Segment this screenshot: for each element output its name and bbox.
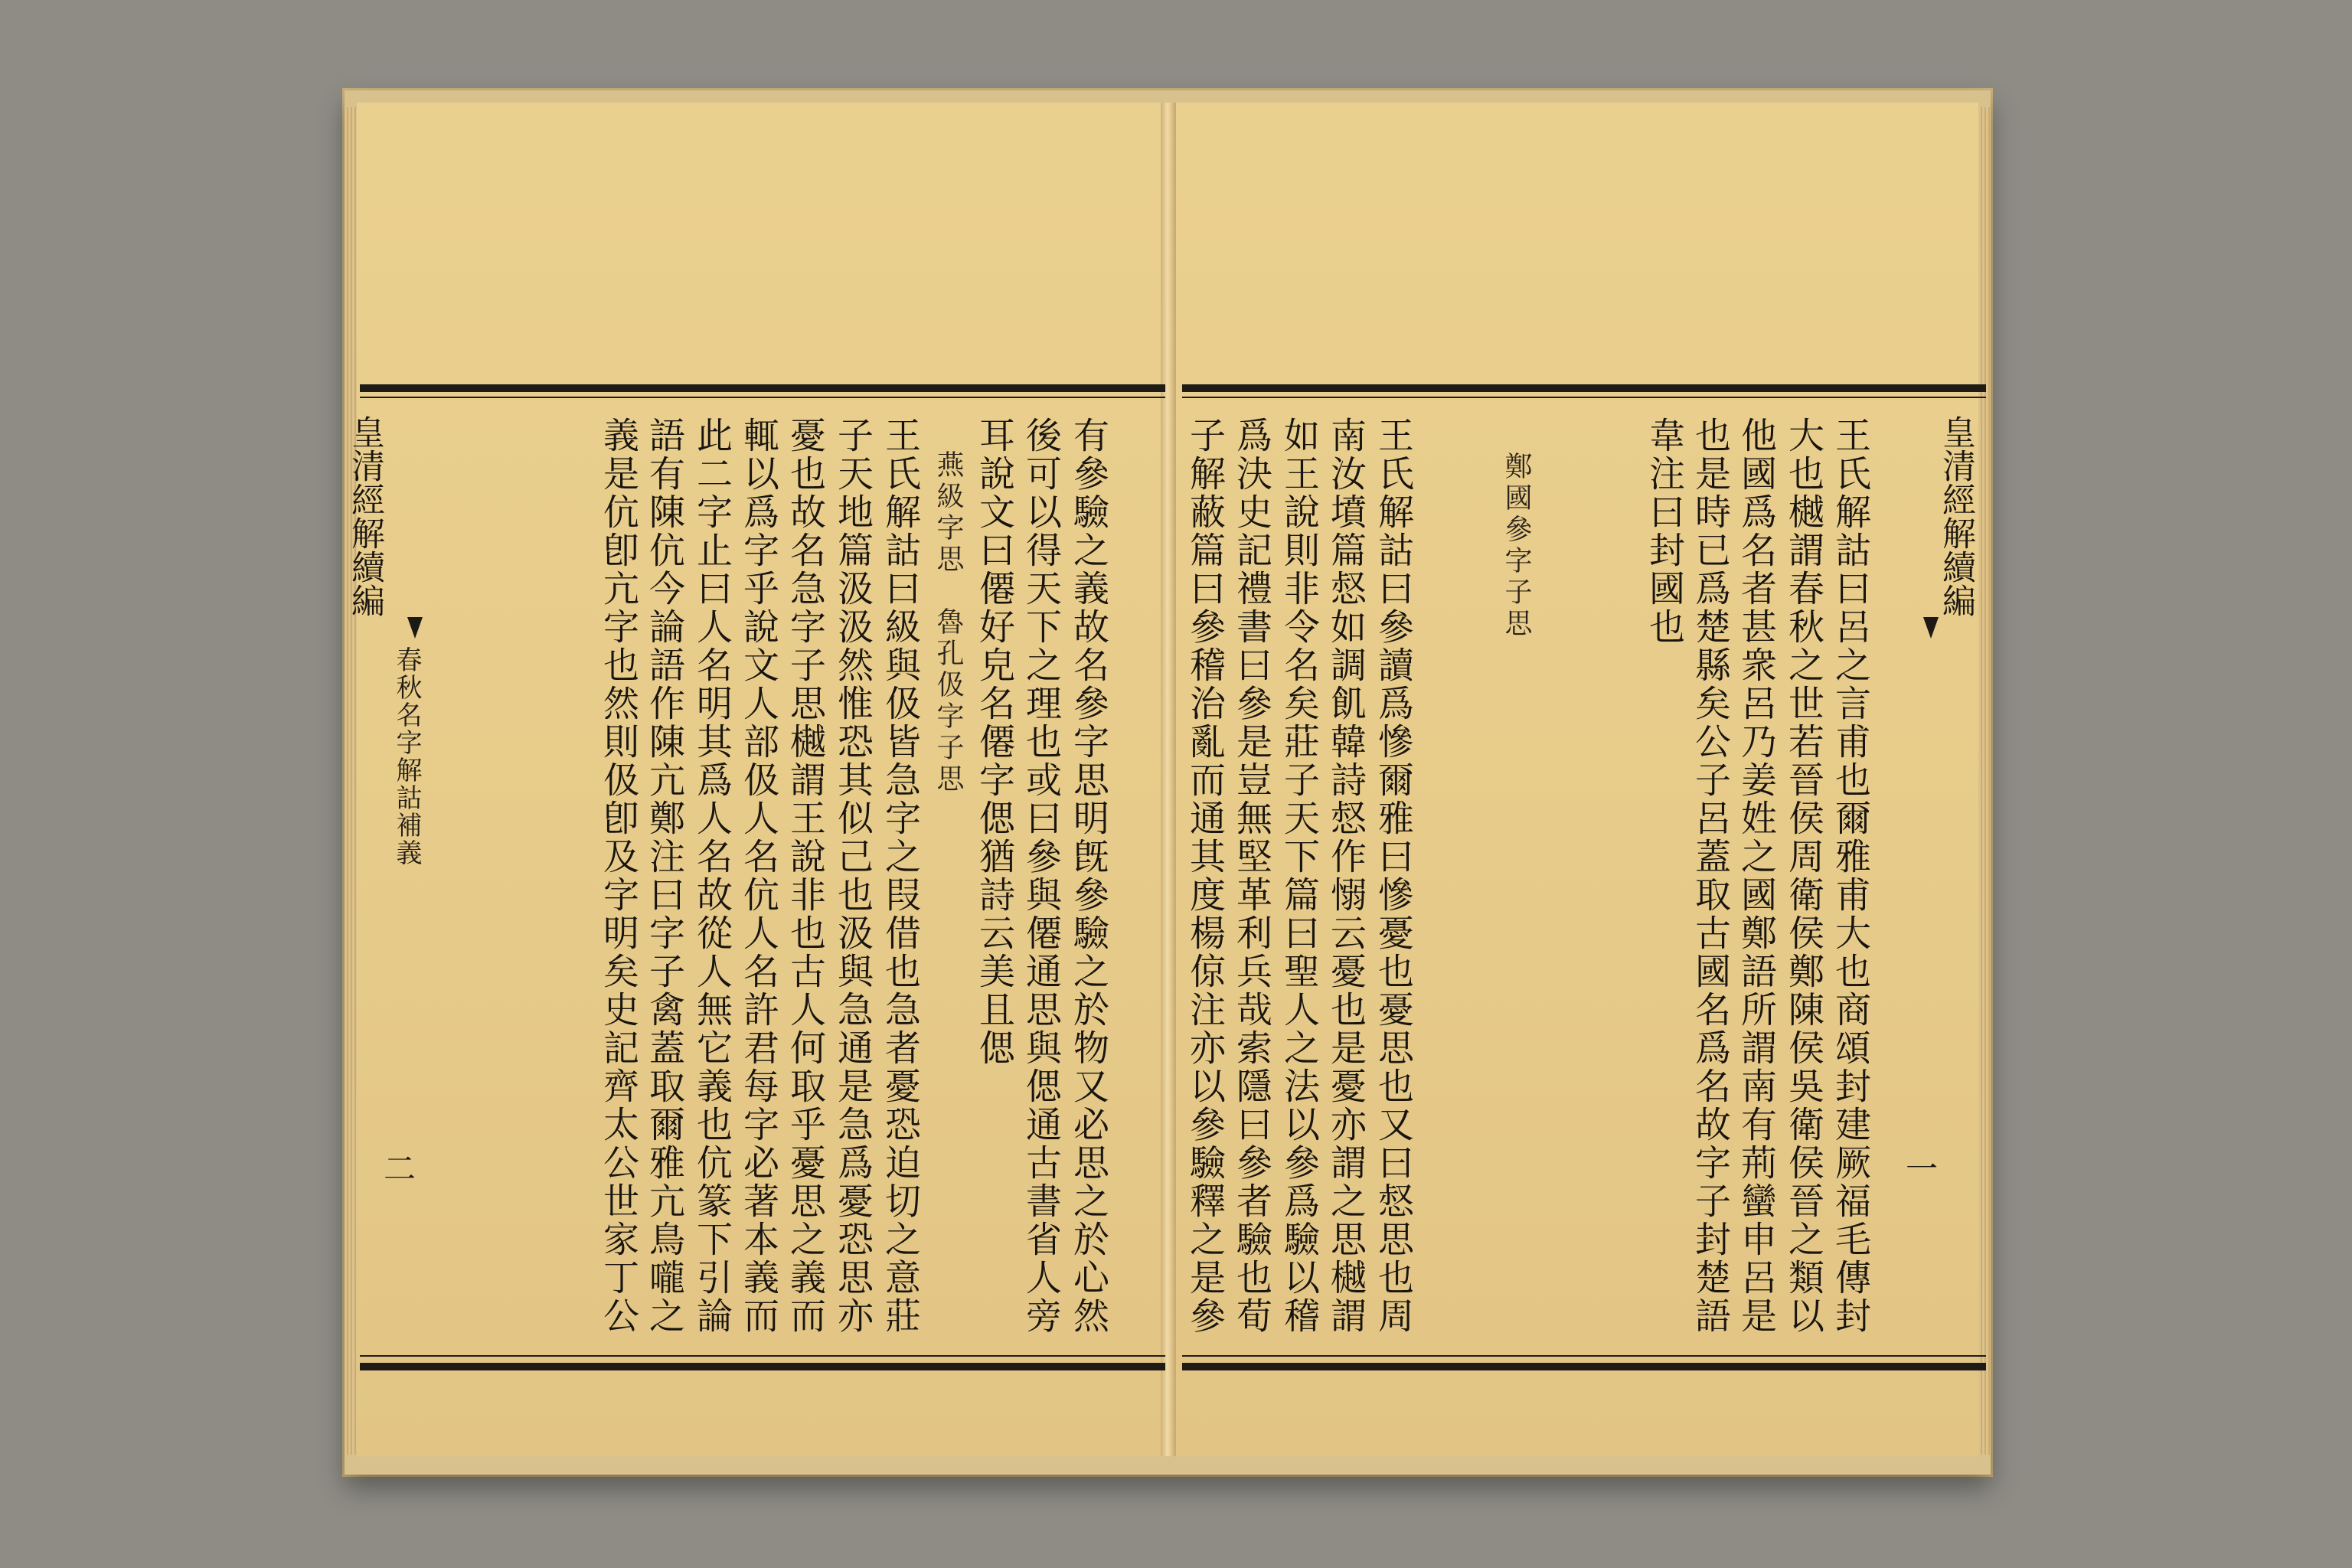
left-column-7: 王氏解詁曰級與伋皆急字之叚借也急者憂恐迫切之意莊 bbox=[879, 416, 921, 1335]
book-gutter bbox=[1161, 103, 1176, 1456]
right-column-6: 鄭國參字子思 bbox=[1501, 452, 1532, 640]
left-page-edges bbox=[345, 107, 357, 1455]
right-top-rule bbox=[1182, 384, 1986, 392]
left-column-8: 燕級字思 魯孔伋字子思 bbox=[933, 450, 964, 795]
left-column-1: 義是伉卽亢字也然則伋卽及字明矣史記齊太公世家丁公 bbox=[597, 416, 639, 1335]
right-column-1: 子解蔽篇曰參稽治亂而通其度楊倞注亦以參驗釋之是參 bbox=[1184, 416, 1226, 1335]
right-column-3: 如王說則非令名矣莊子天下篇曰聖人之法以參爲驗以稽 bbox=[1278, 416, 1320, 1335]
right-column-11: 王氏解詁曰呂之言甫也爾雅甫大也商頌封建厥福毛傳封 bbox=[1829, 416, 1871, 1335]
left-bottom-inner-rule bbox=[360, 1355, 1165, 1357]
right-column-9: 他國爲名者甚衆呂乃姜姓之國鄭語所謂南有荊蠻申呂是 bbox=[1735, 416, 1777, 1335]
left-column-10: 後可以得天下之理也或曰參與僊通思與偲通古書省人旁 bbox=[1020, 416, 1062, 1335]
left-top-rule bbox=[360, 384, 1165, 392]
left-page-folio-label: 春秋名字解詁補義 bbox=[391, 646, 422, 867]
right-page-edges bbox=[1978, 107, 1991, 1455]
right-page-title-header: 皇清經解續編 bbox=[1936, 415, 1975, 617]
left-column-5: 憂也故名急字子思樾謂王說非也古人何取乎憂思之義而 bbox=[784, 416, 826, 1335]
left-column-2: 語有陳伉今論語作陳亢鄭注曰字子禽蓋取爾雅亢鳥嚨之 bbox=[643, 416, 685, 1335]
left-fishtail-mark bbox=[407, 617, 423, 639]
left-column-9: 耳說文曰僊好皃名僊字偲猶詩云美且偲 bbox=[973, 416, 1015, 1067]
right-column-5: 王氏解詁曰參讀爲慘爾雅曰慘憂也憂思也又曰惄思也周 bbox=[1372, 416, 1414, 1335]
left-column-4: 輒以爲字乎說文人部伋人名伉人名許君每字必著本義而 bbox=[737, 416, 779, 1335]
left-column-11: 有參驗之義故名參字思明旣參驗之於物又必思之於心然 bbox=[1067, 416, 1109, 1335]
left-bottom-rule bbox=[360, 1363, 1165, 1370]
right-column-2: 爲決史記禮書曰參是豈無堅革利兵哉索隱曰參者驗也荀 bbox=[1230, 416, 1272, 1335]
right-column-7: 韋注曰封國也 bbox=[1643, 416, 1685, 646]
right-column-8: 也是時已爲楚縣矣公子呂蓋取古國名爲名故字子封楚語 bbox=[1689, 416, 1731, 1335]
left-top-inner-rule bbox=[360, 397, 1165, 398]
right-bottom-inner-rule bbox=[1182, 1355, 1986, 1357]
left-column-6: 子天地篇汲汲然惟恐其似己也汲與急通是急爲憂恐思亦 bbox=[831, 416, 874, 1335]
right-column-10: 大也樾謂春秋之世若晉侯周衛侯鄭陳侯吳衛侯晉之類以 bbox=[1782, 416, 1824, 1335]
right-column-4: 南汝墳篇惄如調飢韓詩惄作愵云憂也是憂亦謂之思樾謂 bbox=[1325, 416, 1367, 1335]
right-page-number: 一 bbox=[1901, 1152, 1939, 1184]
right-fishtail-mark bbox=[1923, 617, 1939, 639]
left-page-number: 二 bbox=[379, 1152, 416, 1184]
left-column-3: 此二字止曰人名明其爲人名故從人無它義也伉篆下引論 bbox=[691, 416, 733, 1335]
left-page-title-header: 皇清經解續編 bbox=[345, 415, 384, 617]
right-bottom-rule bbox=[1182, 1363, 1986, 1370]
right-top-inner-rule bbox=[1182, 397, 1986, 398]
